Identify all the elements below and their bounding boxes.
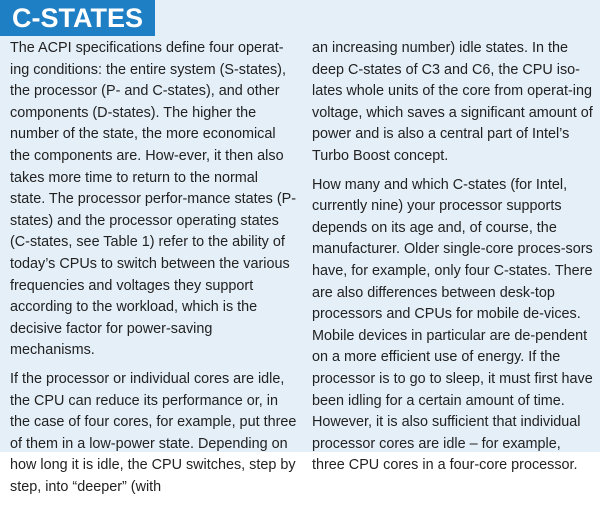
paragraph: If the processor or individual cores are idle, the CPU can reduce its performance or, in the case of four cores, for example, put three of them in a low-power state. Depending on how long it is idle, the CPU switches, step by step, into “deeper” (with — [10, 370, 297, 495]
section-header — [0, 0, 155, 36]
left-column — [10, 38, 297, 505]
paragraph: How many and which C-states (for Intel, currently nine) your processor supports depends on its age and, of course, the manufacturer. Older single-core proces-sors have, for example, only four C-states. There are also differences between desk-top processors and CPUs for mobile de-vices. Mobile devices in particular are de-pendent on a more efficient use of energy. If the processor is to go to sleep, it must first have been idling for a certain amount of time. However, it is also sufficient that individual processor cores are idle – for example, three CPU cores in a four-core processor. — [312, 176, 593, 474]
text-columns — [10, 38, 594, 505]
section-title: C-STATES — [12, 3, 143, 33]
paragraph: The ACPI specifications define four operat-ing conditions: the entire system (S-states), the processor (P- and C-states), and other components (D-states). The higher the number of the state, the more economical the components are. How-ever, it then also takes more time to return to the normal state. The processor perfor-mance states (P-states) and the processor operating states (C-states, see Table 1) refer to the ability of today’s CPUs to switch between the various frequencies and voltages they support according to the workload, which is the decisive factor for power-saving mechanisms. — [10, 40, 297, 359]
right-column — [312, 38, 594, 505]
paragraph: an increasing number) idle states. In the deep C-states of C3 and C6, the CPU iso-lates whole units of the core from operat-ing voltage, which saves a significant amount of power and is also a central part of Intel’s Turbo Boost concept. — [312, 40, 593, 164]
